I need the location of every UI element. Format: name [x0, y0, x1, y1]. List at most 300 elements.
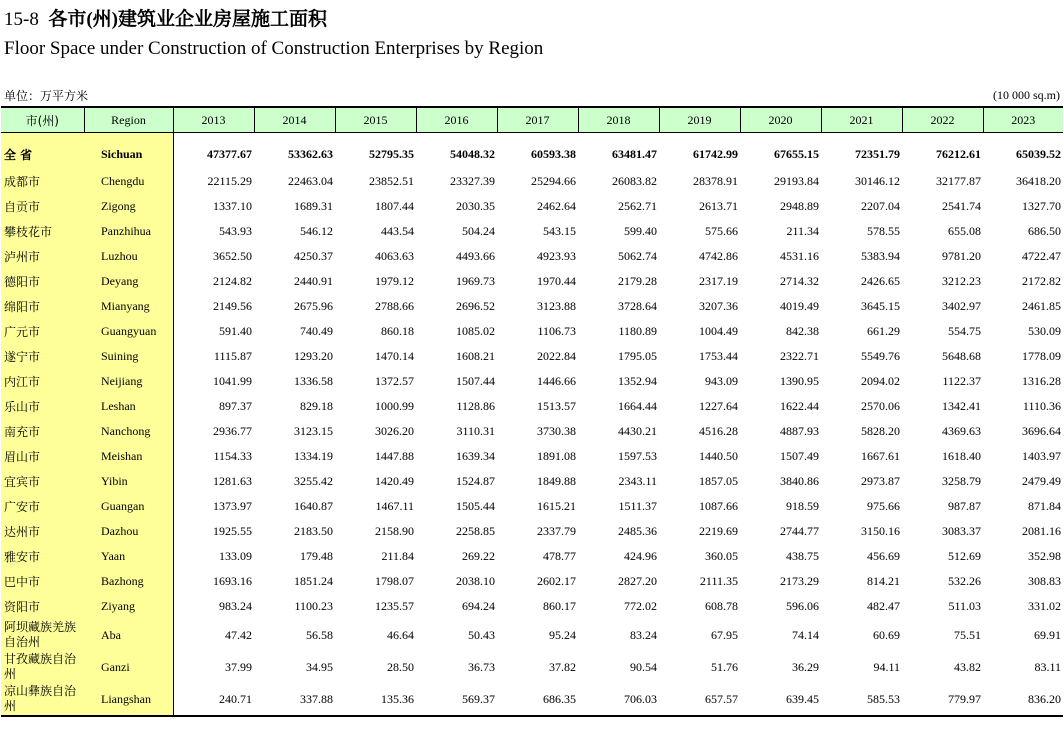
table-cell-value: 3728.64: [618, 299, 657, 313]
table-cell-value: 639.45: [740, 683, 821, 716]
table-cell-value: 512.69: [948, 549, 981, 563]
table-cell-value: 1925.55: [213, 524, 252, 538]
table-row: [1, 219, 1063, 244]
table-cell-value: 1857.05: [699, 474, 738, 488]
table-cell-value: 1334.19: [294, 449, 333, 463]
table-row: [1, 194, 1063, 219]
table-cell-value: 52795.35: [369, 146, 414, 161]
table-cell-value: 772.02: [624, 599, 657, 613]
row-label-region: Leshan: [84, 394, 173, 419]
table-cell-value: 2322.71: [780, 349, 819, 363]
row-label-region: Dazhou: [84, 519, 173, 544]
table-cell-value: 2172.82: [1022, 274, 1061, 288]
table-cell-value: 5549.76: [861, 349, 900, 363]
table-cell-value: 504.24: [462, 224, 495, 238]
table-cell-value: 585.53: [821, 683, 902, 716]
table-cell-value: 1970.44: [537, 274, 576, 288]
column-header-year: 2018: [578, 107, 659, 133]
table-cell-value: 60.69: [873, 627, 900, 642]
table-cell-value: 1795.05: [618, 349, 657, 363]
table-cell-value: 4250.37: [294, 249, 333, 263]
table-cell-value: 1597.53: [618, 449, 657, 463]
column-header-year: 2023: [983, 107, 1063, 133]
table-cell-value: 1778.09: [1022, 349, 1061, 363]
table-cell-value: 2219.69: [699, 524, 738, 538]
table-row: [1, 244, 1063, 269]
table-cell-value: 814.21: [867, 574, 900, 588]
table-cell-value: 3110.31: [456, 424, 495, 438]
row-label-region: Nanchong: [84, 419, 173, 444]
table-cell-value: 2081.16: [1022, 524, 1061, 538]
table-cell-value: 2461.85: [1022, 299, 1061, 313]
table-cell-value: 1085.02: [456, 324, 495, 338]
table-cell-value: 2562.71: [618, 199, 657, 213]
table-cell-value: 72351.79: [855, 146, 900, 161]
table-cell-value: 1524.87: [456, 474, 495, 488]
table-cell-value: 46.64: [387, 627, 414, 642]
table-cell-value: 554.75: [948, 324, 981, 338]
table-cell-value: 135.36: [335, 683, 416, 716]
table-cell-value: 25294.66: [531, 174, 576, 188]
table-cell-value: 56.58: [306, 627, 333, 642]
table-cell-value: 2207.04: [861, 199, 900, 213]
row-label-region: Panzhihua: [84, 219, 173, 244]
row-label-cn: 宜宾市: [1, 469, 84, 494]
table-cell-value: 4531.16: [780, 249, 819, 263]
row-label-cn: 资阳市: [1, 594, 84, 619]
table-cell-value: 352.98: [1028, 549, 1061, 563]
table-cell-value: 1513.57: [537, 399, 576, 413]
table-row: [1, 594, 1063, 619]
table-cell-value: 26083.82: [612, 174, 657, 188]
table-cell-value: 1440.50: [699, 449, 738, 463]
table-cell-value: 4430.21: [618, 424, 657, 438]
row-label-region: Liangshan: [84, 683, 173, 716]
table-cell-value: 569.37: [416, 683, 497, 716]
table-cell-value: 1122.37: [942, 374, 981, 388]
table-cell-value: 240.71: [173, 683, 254, 716]
table-cell-value: 1608.21: [456, 349, 495, 363]
table-cell-value: 1798.07: [375, 574, 414, 588]
column-header-year: 2017: [497, 107, 578, 133]
table-row: [1, 569, 1063, 594]
table-cell-value: 2038.10: [456, 574, 495, 588]
table-cell-value: 2485.36: [618, 524, 657, 538]
table-row: [1, 651, 1063, 683]
table-cell-value: 83.24: [630, 627, 657, 642]
table-cell-value: 2570.06: [861, 399, 900, 413]
row-label-cn: 达州市: [1, 519, 84, 544]
table-cell-value: 3212.23: [942, 274, 981, 288]
table-cell-value: 438.75: [786, 549, 819, 563]
table-cell-value: 596.06: [786, 599, 819, 613]
table-cell-value: 47.42: [225, 627, 252, 642]
table-cell-value: 482.47: [867, 599, 900, 613]
table-cell-value: 1507.49: [780, 449, 819, 463]
table-cell-value: 1180.89: [618, 324, 657, 338]
table-cell-value: 4516.28: [699, 424, 738, 438]
table-cell-value: 360.05: [705, 549, 738, 563]
table-row: [1, 394, 1063, 419]
table-cell-value: 1106.73: [537, 324, 576, 338]
table-cell-value: 5383.94: [861, 249, 900, 263]
table-cell-value: 2258.85: [456, 524, 495, 538]
table-cell-value: 63481.47: [612, 146, 657, 161]
table-cell-value: 3730.38: [537, 424, 576, 438]
table-cell-value: 74.14: [792, 627, 819, 642]
table-cell-value: 1403.97: [1022, 449, 1061, 463]
row-label-region: Bazhong: [84, 569, 173, 594]
table-cell-value: 1115.87: [213, 349, 252, 363]
column-header-year: 2020: [740, 107, 821, 133]
table-cell-value: 4742.86: [699, 249, 738, 263]
row-label-region: Guangan: [84, 494, 173, 519]
table-cell-value: 5828.20: [861, 424, 900, 438]
table-cell-value: 2541.74: [942, 199, 981, 213]
table-cell-value: 3123.88: [537, 299, 576, 313]
table-cell-value: 2462.64: [537, 199, 576, 213]
table-cell-value: 1446.66: [537, 374, 576, 388]
table-cell-value: 67655.15: [774, 146, 819, 161]
table-cell-value: 836.20: [983, 683, 1063, 716]
table-cell-value: 47377.67: [207, 146, 252, 161]
row-label-cn: 南充市: [1, 419, 84, 444]
table-cell-value: 2788.66: [375, 299, 414, 313]
table-cell-value: 95.24: [549, 627, 576, 642]
table-cell-value: 532.26: [948, 574, 981, 588]
table-cell-value: 1511.37: [618, 499, 657, 513]
table-row: [1, 619, 1063, 651]
table-cell-value: 2183.50: [294, 524, 333, 538]
table-cell-value: 2440.91: [294, 274, 333, 288]
table-cell-value: 1373.97: [213, 499, 252, 513]
table-cell-value: 50.43: [468, 627, 495, 642]
table-cell-value: 1100.23: [294, 599, 333, 613]
row-label-cn: 凉山彝族自治州: [1, 683, 84, 716]
table-cell-value: 2426.65: [861, 274, 900, 288]
table-cell-value: 1227.64: [699, 399, 738, 413]
table-cell-value: 1849.88: [537, 474, 576, 488]
row-label-cn: 甘孜藏族自治州: [1, 651, 84, 683]
table-cell-value: 1615.21: [537, 499, 576, 513]
row-label-region: Guangyuan: [84, 319, 173, 344]
table-cell-value: 1420.49: [375, 474, 414, 488]
column-header-year: 2022: [902, 107, 983, 133]
table-cell-value: 5062.74: [618, 249, 657, 263]
table-row: [1, 369, 1063, 394]
table-cell-value: 1467.11: [375, 499, 414, 513]
table-cell-value: 76212.61: [936, 146, 981, 161]
table-cell-value: 2124.82: [213, 274, 252, 288]
page-title-en: Floor Space under Construction of Construction Enterprises by Region: [4, 38, 544, 59]
column-header-year: 2019: [659, 107, 740, 133]
row-label-region: Luzhou: [84, 244, 173, 269]
table-cell-value: 1753.44: [699, 349, 738, 363]
table-number: 15-8: [4, 9, 39, 30]
table-cell-value: 943.09: [705, 374, 738, 388]
table-cell-value: 1447.88: [375, 449, 414, 463]
table-row: [1, 294, 1063, 319]
table-row: [1, 319, 1063, 344]
table-cell-value: 1327.70: [1022, 199, 1061, 213]
table-row: [1, 444, 1063, 469]
row-label-cn: 内江市: [1, 369, 84, 394]
table-cell-value: 211.34: [786, 224, 819, 238]
table-cell-value: 4369.63: [942, 424, 981, 438]
table-cell-value: 211.84: [381, 549, 414, 563]
table-cell-value: 608.78: [705, 599, 738, 613]
row-label-cn: 攀枝花市: [1, 219, 84, 244]
table-cell-value: 3255.42: [294, 474, 333, 488]
table-cell-value: 34.95: [306, 659, 333, 674]
table-cell-value: 2343.11: [618, 474, 657, 488]
row-label-region: Sichuan: [84, 133, 173, 170]
table-cell-value: 3402.97: [942, 299, 981, 313]
table-cell-value: 2149.56: [213, 299, 252, 313]
table-cell-value: 3652.50: [213, 249, 252, 263]
table-cell-value: 4923.93: [537, 249, 576, 263]
table-cell-value: 75.51: [954, 627, 981, 642]
table-cell-value: 1352.94: [618, 374, 657, 388]
table-cell-value: 1979.12: [375, 274, 414, 288]
table-cell-value: 4019.49: [780, 299, 819, 313]
table-row: [1, 519, 1063, 544]
table-cell-value: 1293.20: [294, 349, 333, 363]
table-cell-value: 1891.08: [537, 449, 576, 463]
table-cell-value: 22115.29: [207, 174, 252, 188]
table-row: [1, 269, 1063, 294]
table-cell-value: 2479.49: [1022, 474, 1061, 488]
table-cell-value: 1470.14: [375, 349, 414, 363]
unit-label-en: (10 000 sq.m): [993, 88, 1060, 102]
column-header-year: 2016: [416, 107, 497, 133]
table-cell-value: 90.54: [630, 659, 657, 674]
table-cell-value: 51.76: [711, 659, 738, 674]
table-cell-value: 1664.44: [618, 399, 657, 413]
table-cell-value: 599.40: [624, 224, 657, 238]
row-label-cn: 阿坝藏族羌族自治州: [1, 619, 84, 651]
table-cell-value: 860.17: [543, 599, 576, 613]
row-label-region: Yibin: [84, 469, 173, 494]
table-cell-value: 456.69: [867, 549, 900, 563]
table-cell-value: 29193.84: [774, 174, 819, 188]
row-label-cn: 乐山市: [1, 394, 84, 419]
table-cell-value: 987.87: [948, 499, 981, 513]
table-cell-value: 1505.44: [456, 499, 495, 513]
table-cell-value: 829.18: [300, 399, 333, 413]
row-label-cn: 雅安市: [1, 544, 84, 569]
table-cell-value: 1689.31: [294, 199, 333, 213]
row-label-region: Ganzi: [84, 651, 173, 683]
table-cell-value: 478.77: [543, 549, 576, 563]
table-cell-value: 4063.63: [375, 249, 414, 263]
table-cell-value: 3696.64: [1022, 424, 1061, 438]
table-cell-value: 1087.66: [699, 499, 738, 513]
table-cell-value: 133.09: [219, 549, 252, 563]
table-cell-value: 308.83: [1028, 574, 1061, 588]
table-cell-value: 1693.16: [213, 574, 252, 588]
table-cell-value: 36.73: [468, 659, 495, 674]
table-cell-value: 2179.28: [618, 274, 657, 288]
row-label-region: Deyang: [84, 269, 173, 294]
table-cell-value: 657.57: [659, 683, 740, 716]
table-row: [1, 494, 1063, 519]
table-cell-value: 1342.41: [942, 399, 981, 413]
row-label-cn: 绵阳市: [1, 294, 84, 319]
table-cell-value: 2936.77: [213, 424, 252, 438]
page-title-cn: [4, 4, 327, 31]
table-cell-value: 661.29: [867, 324, 900, 338]
table-row: [1, 169, 1063, 194]
table-cell-value: 2317.19: [699, 274, 738, 288]
table-cell-value: 9781.20: [942, 249, 981, 263]
table-cell-value: 897.37: [219, 399, 252, 413]
table-cell-value: 23327.39: [450, 174, 495, 188]
table-cell-value: 4493.66: [456, 249, 495, 263]
table-cell-value: 1372.57: [375, 374, 414, 388]
table-cell-value: 424.96: [624, 549, 657, 563]
table-cell-value: 1281.63: [213, 474, 252, 488]
table-cell-value: 543.15: [543, 224, 576, 238]
table-cell-value: 3207.36: [699, 299, 738, 313]
table-cell-value: 2675.96: [294, 299, 333, 313]
table-cell-value: 2613.71: [699, 199, 738, 213]
table-row: [1, 544, 1063, 569]
row-label-cn: 遂宁市: [1, 344, 84, 369]
table-cell-value: 871.84: [1028, 499, 1061, 513]
table-cell-value: 43.82: [954, 659, 981, 674]
table-cell-value: 37.99: [225, 659, 252, 674]
table-cell-value: 60593.38: [531, 146, 576, 161]
table-cell-value: 53362.63: [288, 146, 333, 161]
row-label-cn: 全 省: [1, 133, 84, 170]
row-label-region: Mianyang: [84, 294, 173, 319]
table-cell-value: 686.50: [1028, 224, 1061, 238]
table-cell-value: 2827.20: [618, 574, 657, 588]
table-cell-value: 443.54: [381, 224, 414, 238]
table-cell-value: 1390.95: [780, 374, 819, 388]
table-cell-value: 842.38: [786, 324, 819, 338]
table-row: [1, 469, 1063, 494]
row-label-region: Meishan: [84, 444, 173, 469]
column-header-region: Region: [84, 107, 173, 133]
table-cell-value: 686.35: [497, 683, 578, 716]
column-header-year: 2021: [821, 107, 902, 133]
row-label-region: Neijiang: [84, 369, 173, 394]
table-cell-value: 2111.35: [699, 574, 738, 588]
table-cell-value: 1004.49: [699, 324, 738, 338]
table-cell-value: 546.12: [300, 224, 333, 238]
table-cell-value: 269.22: [462, 549, 495, 563]
table-cell-value: 1667.61: [861, 449, 900, 463]
column-header-year: 2015: [335, 107, 416, 133]
table-cell-value: 860.18: [381, 324, 414, 338]
table-cell-value: 3840.86: [780, 474, 819, 488]
table-cell-value: 1235.57: [375, 599, 414, 613]
table-cell-value: 779.97: [902, 683, 983, 716]
table-cell-value: 1807.44: [375, 199, 414, 213]
table-cell-value: 578.55: [867, 224, 900, 238]
table-cell-value: 1337.10: [213, 199, 252, 213]
table-cell-value: 3083.37: [942, 524, 981, 538]
row-label-cn: 广安市: [1, 494, 84, 519]
row-label-cn: 自贡市: [1, 194, 84, 219]
table-cell-value: 740.49: [300, 324, 333, 338]
table-row: [1, 344, 1063, 369]
table-cell-value: 37.82: [549, 659, 576, 674]
row-label-cn: 巴中市: [1, 569, 84, 594]
table-cell-value: 83.11: [1034, 659, 1061, 674]
title-cn-text: 各市(州)建筑业企业房屋施工面积: [48, 9, 327, 30]
table-cell-value: 2022.84: [537, 349, 576, 363]
table-cell-value: 2030.35: [456, 199, 495, 213]
table-cell-value: 65039.52: [1016, 146, 1061, 161]
table-cell-value: 2094.02: [861, 374, 900, 388]
row-label-cn: 泸州市: [1, 244, 84, 269]
table-cell-value: 1336.58: [294, 374, 333, 388]
table-cell-value: 1618.40: [942, 449, 981, 463]
table-cell-value: 1507.44: [456, 374, 495, 388]
row-label-cn: 成都市: [1, 169, 84, 194]
table-cell-value: 1640.87: [294, 499, 333, 513]
table-cell-value: 1154.33: [213, 449, 252, 463]
table-cell-value: 2948.89: [780, 199, 819, 213]
column-header-year: 2014: [254, 107, 335, 133]
table-cell-value: 1639.34: [456, 449, 495, 463]
column-header-year: 2013: [173, 107, 254, 133]
table-cell-value: 543.93: [219, 224, 252, 238]
table-cell-value: 3123.15: [294, 424, 333, 438]
table-cell-value: 337.88: [254, 683, 335, 716]
table-cell-value: 4722.47: [1022, 249, 1061, 263]
row-label-region: Chengdu: [84, 169, 173, 194]
table-cell-value: 2714.32: [780, 274, 819, 288]
table-cell-value: 983.24: [219, 599, 252, 613]
table-cell-value: 1316.28: [1022, 374, 1061, 388]
table-cell-value: 3150.16: [861, 524, 900, 538]
table-cell-value: 1110.36: [1022, 399, 1061, 413]
table-cell-value: 655.08: [948, 224, 981, 238]
table-cell-value: 975.66: [867, 499, 900, 513]
table-cell-value: 28.50: [387, 659, 414, 674]
row-label-cn: 广元市: [1, 319, 84, 344]
table-cell-value: 94.11: [873, 659, 900, 674]
table-cell-value: 1969.73: [456, 274, 495, 288]
table-cell-value: 4887.93: [780, 424, 819, 438]
table-cell-value: 22463.04: [288, 174, 333, 188]
row-label-region: Aba: [84, 619, 173, 651]
table-cell-value: 2973.87: [861, 474, 900, 488]
table-cell-value: 54048.32: [450, 146, 495, 161]
row-label-region: Yaan: [84, 544, 173, 569]
header-row: [1, 107, 1063, 133]
table-cell-value: 36.29: [792, 659, 819, 674]
row-label-cn: 德阳市: [1, 269, 84, 294]
table-cell-value: 331.02: [1028, 599, 1061, 613]
table-cell-value: 918.59: [786, 499, 819, 513]
table-cell-value: 694.24: [462, 599, 495, 613]
table-cell-value: 706.03: [578, 683, 659, 716]
table-cell-value: 67.95: [711, 627, 738, 642]
row-label-region: Ziyang: [84, 594, 173, 619]
table-cell-value: 575.66: [705, 224, 738, 238]
row-label-region: Suining: [84, 344, 173, 369]
table-cell-value: 69.91: [1034, 627, 1061, 642]
table-row: [1, 419, 1063, 444]
table-cell-value: 3026.20: [375, 424, 414, 438]
unit-label-cn: 单位：万平方米: [4, 89, 89, 103]
table-cell-value: 2173.29: [780, 574, 819, 588]
